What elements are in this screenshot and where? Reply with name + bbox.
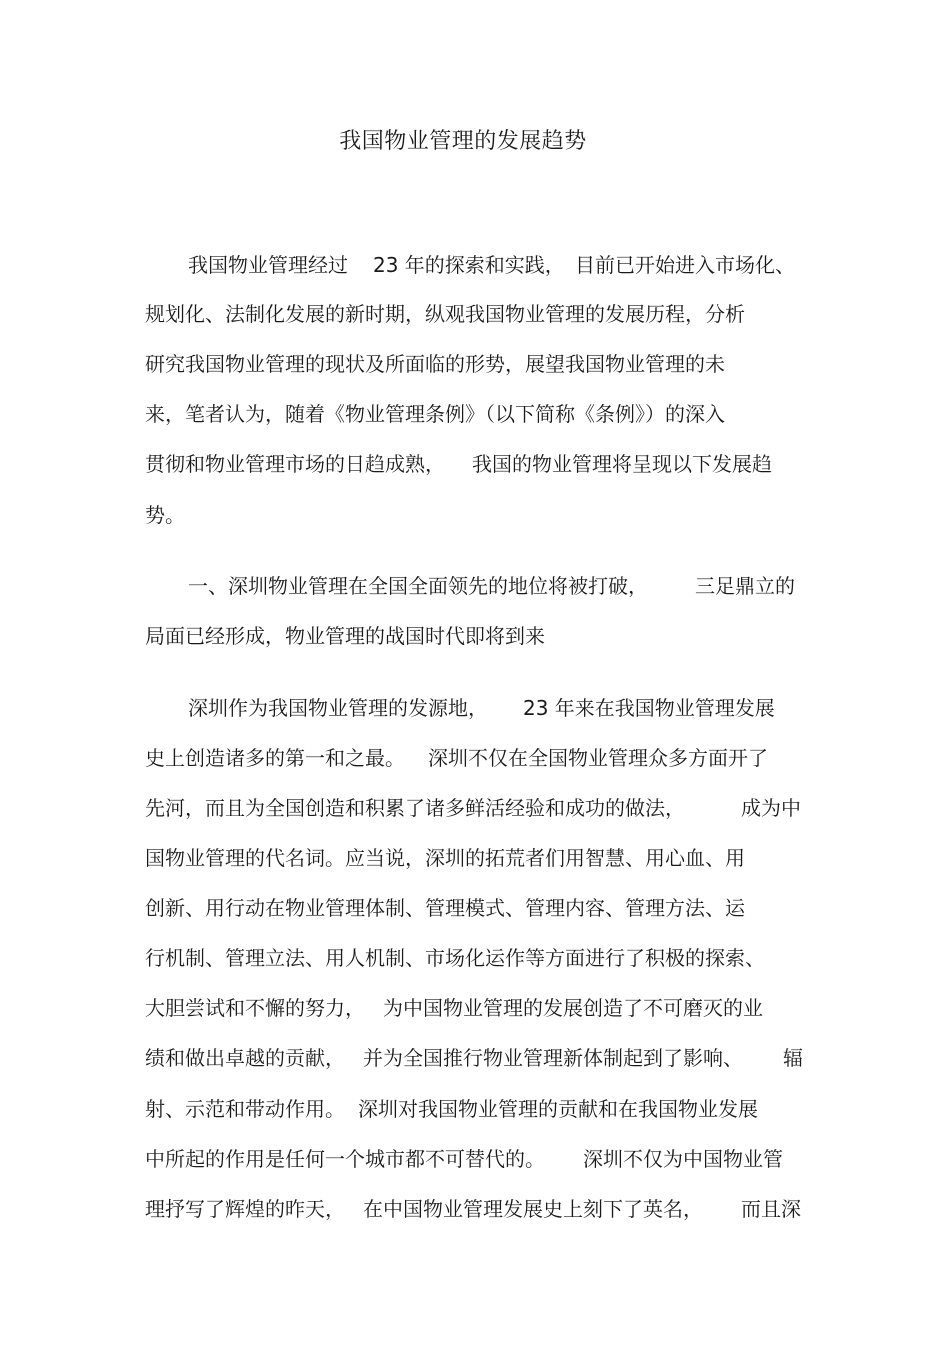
text-segment: 而且深 <box>741 1197 801 1221</box>
text-segment: 深圳对我国物业管理的贡献和在我国物业发展 <box>358 1097 758 1121</box>
document-title: 我国物业管理的发展趋势 <box>339 129 587 154</box>
text-segment: 射、示范和带动作用。 <box>145 1097 345 1121</box>
text-segment: 在中国物业管理发展史上刻下了英名， <box>363 1197 703 1221</box>
paragraph-1-line-1 <box>145 251 815 279</box>
text-segment: 贯彻和物业管理市场的日趋成熟， <box>145 452 445 476</box>
text-segment: 一、深圳物业管理在全国全面领先的地位将被打破， <box>188 574 648 598</box>
text-segment: 深圳不仅在全国物业管理众多方面开了 <box>428 746 768 770</box>
text-segment: 我国物业管理经过 <box>188 253 348 277</box>
text-segment: 深圳作为我国物业管理的发源地， <box>188 696 488 720</box>
text-segment: 创新、用行动在物业管理体制、管理模式、管理内容、管理方法、运 <box>145 896 745 920</box>
text-segment: 我国的物业管理将呈现以下发展趋 <box>472 452 772 476</box>
text-segment: 势。 <box>145 503 185 527</box>
text-segment: 研究我国物业管理的现状及所面临的形势，展望我国物业管理的未 <box>145 352 725 376</box>
text-segment: 绩和做出卓越的贡献， <box>145 1046 345 1070</box>
text-segment: 为中国物业管理的发展创造了不可磨灭的业 <box>383 996 763 1020</box>
text-segment: 中所起的作用是任何一个城市都不可替代的。 <box>145 1147 545 1171</box>
text-segment: 史上创造诸多的第一和之最。 <box>145 746 405 770</box>
text-segment: 23 年的探索和实践， <box>373 253 565 277</box>
text-segment: 局面已经形成，物业管理的战国时代即将到来 <box>145 624 545 648</box>
text-segment: 23 年来在我国物业管理发展 <box>523 696 775 720</box>
text-segment: 三足鼎立的 <box>695 574 795 598</box>
text-segment: 深圳不仅为中国物业管 <box>583 1147 783 1171</box>
text-segment: 大胆尝试和不懈的努力， <box>145 996 365 1020</box>
text-segment: 辐 <box>783 1046 803 1070</box>
text-segment: 行机制、管理立法、用人机制、市场化运作等方面进行了积极的探索、 <box>145 946 765 970</box>
text-segment: 目前已开始进入市场化、 <box>575 253 795 277</box>
text-segment: 成为中 <box>741 796 801 820</box>
text-segment: 理抒写了辉煌的昨天， <box>145 1197 345 1221</box>
text-segment: 规划化、法制化发展的新时期，纵观我国物业管理的发展历程，分析 <box>145 302 745 326</box>
text-segment: 先河，而且为全国创造和积累了诸多鲜活经验和成功的做法， <box>145 796 685 820</box>
text-segment: 国物业管理的代名词。应当说，深圳的拓荒者们用智慧、用心血、用 <box>145 846 745 870</box>
text-segment: 来，笔者认为，随着《物业管理条例》（以下简称《条例》）的深入 <box>145 402 725 426</box>
text-segment: 并为全国推行物业管理新体制起到了影响、 <box>363 1046 743 1070</box>
